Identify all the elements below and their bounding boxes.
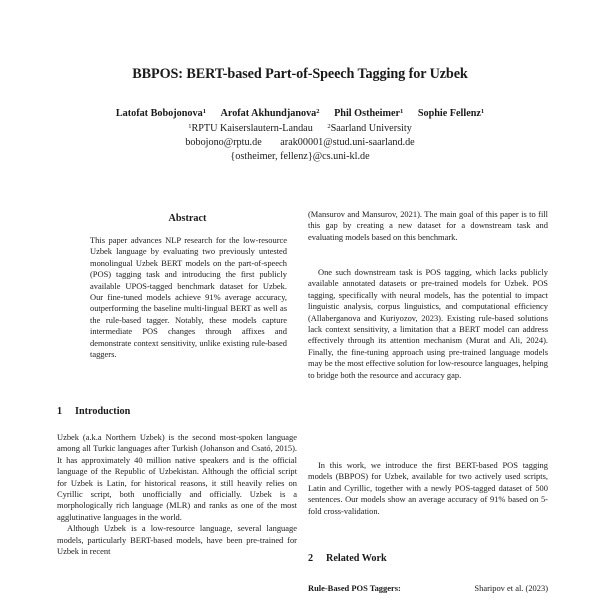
abstract-heading: Abstract [168, 213, 207, 224]
author: Latofat Bobojonova$^1$ [115, 108, 206, 119]
author-list [0, 108, 600, 119]
emails [0, 137, 600, 148]
introduction-text [57, 432, 297, 557]
author: Phil Ostheimer$^1$ [334, 108, 404, 119]
section-heading-related-work: 2 Related Work [308, 553, 387, 564]
right-column-paragraph: In this work, we introduce the first BERT-based POS tagging models (BBPOS) for Uzbek, available for two actively used scripts, Latin and Cyrillic, together with a newly POS-tagged dataset of 500 sentences. Our models show an average accuracy of 91% based on 5-fold cross-validation. [308, 460, 548, 516]
paragraph: Uzbek (a.k.a Northern Uzbek) is the second most-spoken language among all Turkic languages after Turkish (Johanson and Csató, 2015). It has approximately 40 million native speakers and is the official language of the Republic of Uzbekistan. Although the official script for Uzbek is Latin, for historical reasons, it still heavily relies on Cyrillic script, both unofficially and officially. Uzbek is a morphologically rich language (MLR) and ranks as one of the most agglutinative languages in the world. [57, 432, 297, 522]
right-column-paragraph: (Mansurov and Mansurov, 2021). The main goal of this paper is to fill this gap by creating a new dataset for a downstream task and evaluating models based on this benchmark. [308, 209, 548, 242]
author: Arofat Akhundjanova$^2$ [220, 108, 320, 119]
email: arak00001@stud.uni-saarland.de [280, 137, 415, 148]
subheading-rule-based: Rule-Based POS Taggers: [308, 583, 401, 593]
right-column-paragraph: One such downstream task is POS tagging, which lacks publicly available annotated datasets or pre-trained models for Uzbek. POS tagging, specifically with neural models, has the potential to impact linguistic analysis, corpus linguistics, and computational efficiency (Allaberganova and Kuriyozov, 2023). Existing rule-based solutions lack context sensitivity, a limitation that a BERT model can address effectively through its attention mechanism (Murat and Ali, 2024). Finally, the fine-tuning approach using pre-trained language models may be the most effective solution for low-resource languages, helping to bridge both the resource and accuracy gap. [308, 267, 548, 380]
author: Sophie Fellenz$^1$ [417, 108, 485, 119]
affiliations [0, 123, 600, 134]
emails-group: {ostheimer, fellenz}@cs.uni-kl.de [230, 151, 370, 162]
abstract-text: This paper advances NLP research for the low-resource Uzbek language by evaluating two previously untested monolingual Uzbek BERT models on the part-of-speech (POS) tagging task and introducing the first publicly available UPOS-tagged benchmark dataset for Uzbek. Our fine-tuned models achieve 91% average accuracy, outperforming the baseline multi-lingual BERT as well as the rule-based tagger. Notably, these models capture intermediate POS changes through affixes and demonstrate context sensitivity, unlike existing rule-based taggers. [90, 235, 287, 360]
section-heading-introduction: 1 Introduction [57, 406, 131, 417]
affiliation: $^1$RPTU Kaiserslautern-Landau [188, 123, 313, 134]
citation: Sharipov et al. (2023) [474, 583, 548, 593]
email: bobojono@rptu.de [185, 137, 262, 148]
paragraph: Although Uzbek is a low-resource language, several language models, particularly BERT-based models, have been pre-trained for Uzbek in recent [57, 523, 297, 557]
related-work-first-line [308, 583, 548, 593]
paper-title: BBPOS: BERT-based Part-of-Speech Tagging for Uzbek [132, 66, 468, 82]
affiliation: $^2$Saarland University [327, 123, 412, 134]
